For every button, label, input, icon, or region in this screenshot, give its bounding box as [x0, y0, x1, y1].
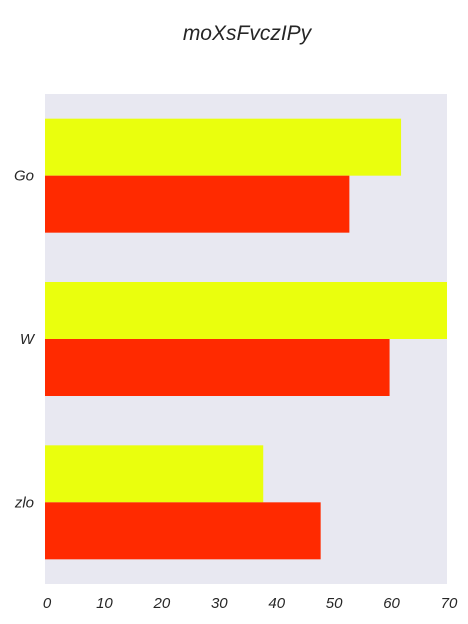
x-tick-label: 60 — [383, 595, 400, 612]
chart-title: moXsFvczIPy — [182, 22, 312, 45]
y-tick-label: W — [19, 331, 34, 348]
bar-series-yellow-zlo — [45, 445, 263, 502]
x-tick-label: 0 — [42, 595, 52, 612]
x-tick-label: 40 — [268, 595, 286, 612]
y-tick-label: Go — [13, 167, 34, 185]
bar-series-red-Go — [45, 176, 349, 233]
bar-series-red-W — [45, 339, 390, 396]
x-tick-label: 70 — [440, 595, 458, 612]
x-tick-label: 50 — [325, 595, 343, 612]
bar-series-yellow-W — [45, 282, 447, 339]
x-tick-label: 20 — [153, 595, 171, 612]
bar-series-yellow-Go — [45, 119, 401, 176]
bar-series-red-zlo — [45, 502, 321, 559]
y-tick-label: zlo — [14, 494, 34, 512]
y-axis-tick-labels — [14, 168, 36, 512]
x-tick-label: 10 — [96, 595, 113, 612]
x-tick-label: 30 — [210, 595, 228, 612]
x-axis-tick-labels — [43, 595, 458, 612]
